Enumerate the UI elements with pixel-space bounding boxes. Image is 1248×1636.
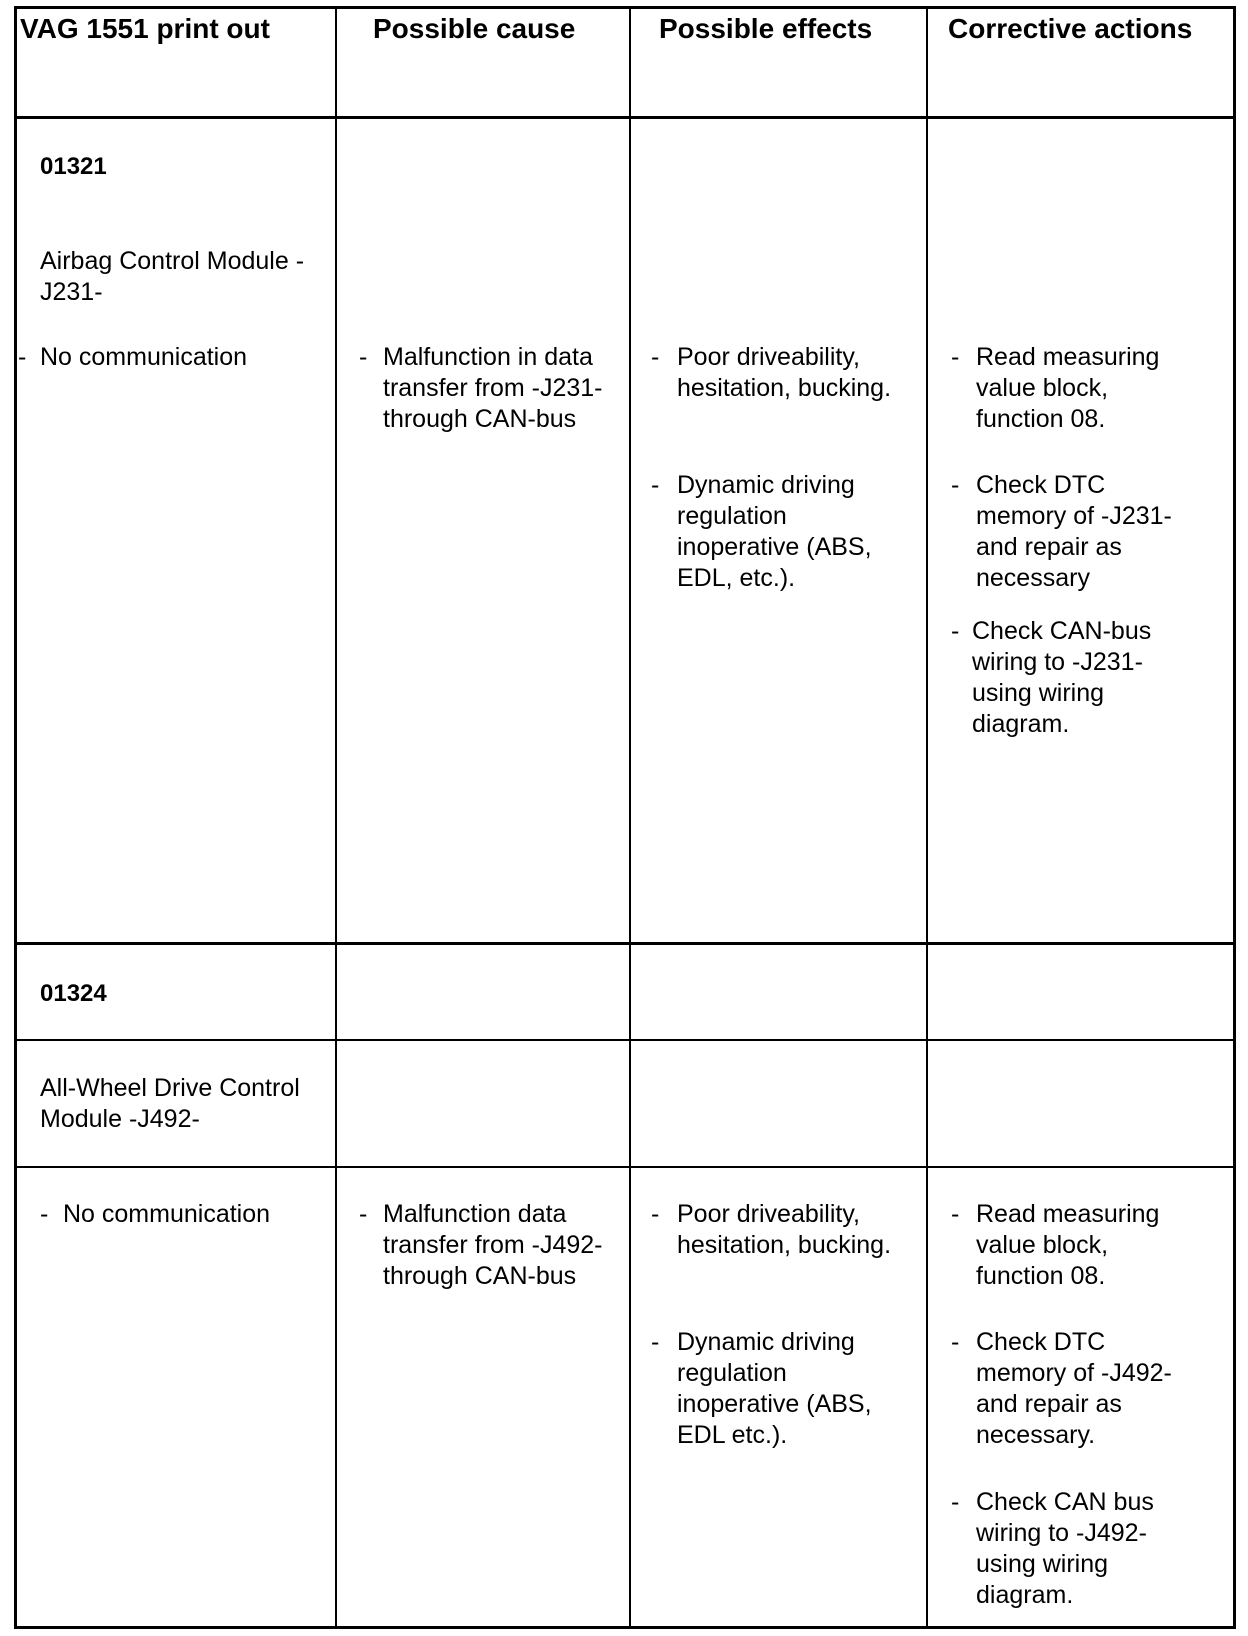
corrective-action: Read measuring value block, function 08.	[976, 343, 1160, 433]
component-name: Airbag Control Module - J231-	[40, 247, 305, 306]
possible-cause: Malfunction in data transfer from -J231- through CAN-bus	[383, 343, 603, 433]
bullet-dash: -	[951, 1488, 960, 1516]
bullet-dash: -	[359, 343, 368, 371]
corrective-action: Read measuring value block, function 08.	[976, 1200, 1160, 1290]
corrective-action: Check DTC memory of -J231- and repair as necessary	[976, 471, 1172, 592]
bullet-dash: -	[651, 1328, 660, 1356]
corrective-action: Check DTC memory of -J492- and repair as necessary.	[976, 1328, 1172, 1449]
row-divider	[14, 1166, 1236, 1168]
dtc-code: 01324	[40, 980, 107, 1007]
bullet-dash: -	[651, 1200, 660, 1228]
column-divider	[629, 6, 631, 1629]
corrective-action: Check CAN bus wiring to -J492- using wiring diagram.	[976, 1488, 1154, 1609]
dtc-code: 01321	[40, 153, 107, 180]
bullet-dash: -	[951, 343, 960, 371]
header-possible-cause: Possible cause	[373, 13, 576, 44]
row-divider	[14, 1039, 1236, 1041]
bullet-dash: -	[359, 1200, 368, 1228]
bullet-dash: -	[951, 1200, 960, 1228]
column-divider	[335, 6, 337, 1629]
fault-description: No communication	[40, 343, 248, 371]
fault-description: No communication	[63, 1200, 271, 1228]
possible-effect: Poor driveability, hesitation, bucking.	[677, 343, 892, 402]
column-divider	[926, 6, 928, 1629]
bullet-dash: -	[651, 471, 660, 499]
possible-effect: Dynamic driving regulation inoperative (ABS, EDL etc.).	[677, 1328, 872, 1449]
row-divider	[14, 116, 1236, 119]
header-vag-1551-print-out: VAG 1551 print out	[20, 13, 270, 44]
bullet-dash: -	[40, 1200, 49, 1228]
bullet-dash: -	[18, 343, 27, 371]
bullet-dash: -	[951, 617, 960, 645]
corrective-action: Check CAN-bus wiring to -J231- using wiring diagram.	[972, 617, 1152, 738]
bullet-dash: -	[651, 343, 660, 371]
possible-cause: Malfunction data transfer from -J492- through CAN-bus	[383, 1200, 603, 1290]
row-divider	[14, 942, 1236, 945]
header-corrective-actions: Corrective actions	[948, 13, 1193, 44]
component-name: All-Wheel Drive Control Module -J492-	[40, 1074, 300, 1133]
bullet-dash: -	[951, 1328, 960, 1356]
possible-effect: Dynamic driving regulation inoperative (ABS, EDL, etc.).	[677, 471, 872, 592]
possible-effect: Poor driveability, hesitation, bucking.	[677, 1200, 892, 1259]
bullet-dash: -	[951, 471, 960, 499]
header-possible-effects: Possible effects	[659, 13, 873, 44]
